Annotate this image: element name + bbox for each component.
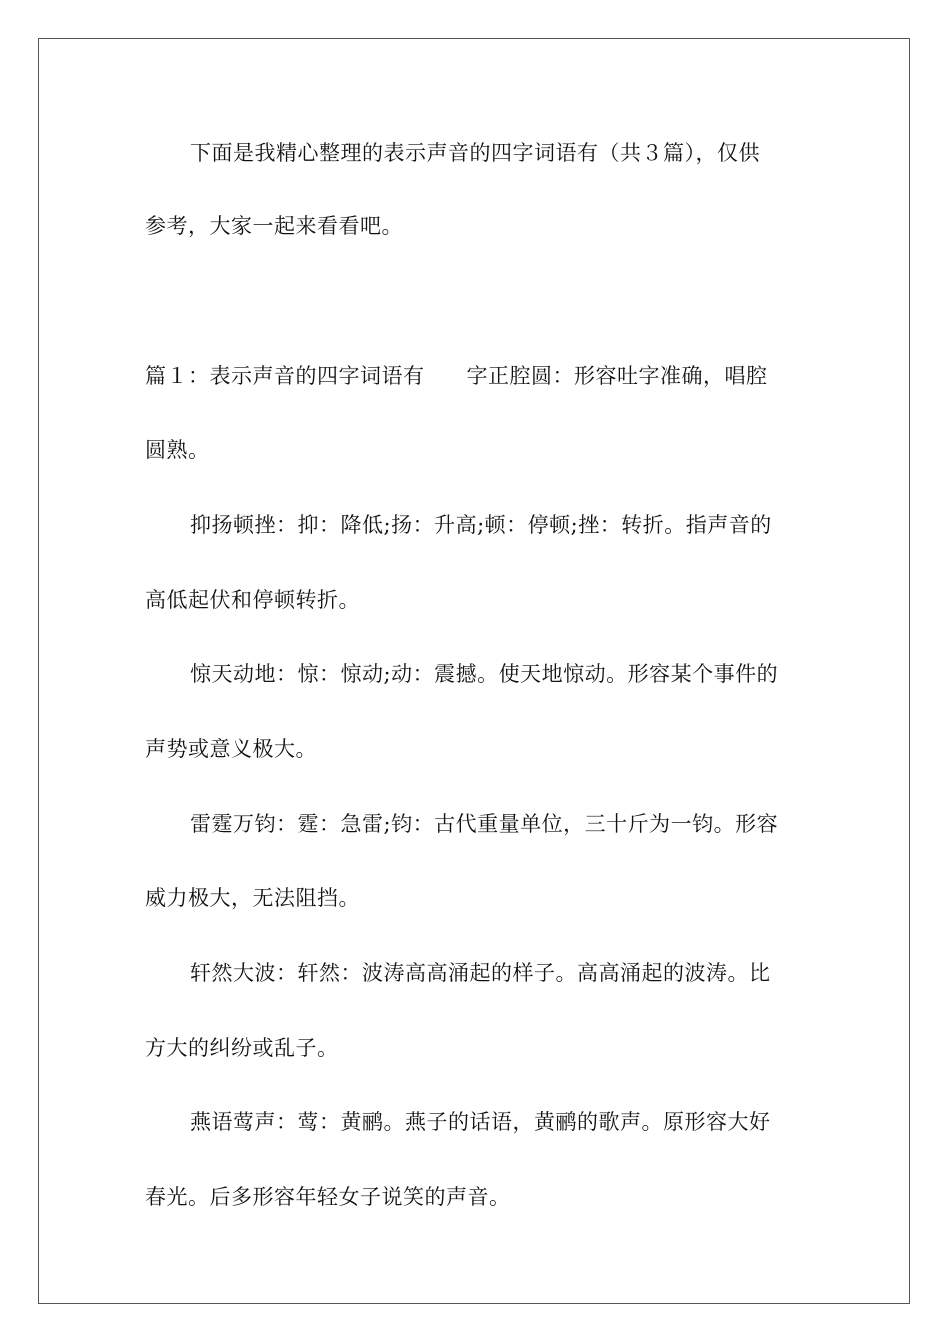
entry-4-line-1: 轩然大波：轩然：波涛高高涌起的样子。高高涌起的波涛。比 bbox=[190, 961, 771, 985]
section-heading bbox=[145, 362, 805, 390]
intro-line-2: 参考，大家一起来看看吧。 bbox=[145, 214, 403, 238]
entry-1-line-1: 抑扬顿挫：抑：降低;扬：升高;顿：停顿;挫：转折。指声音的 bbox=[190, 513, 772, 537]
section-first-entry-cont: 圆熟。 bbox=[145, 438, 210, 462]
intro-line-1: 下面是我精心整理的表示声音的四字词语有（共３篇），仅供 bbox=[190, 141, 760, 165]
section-title: 篇１：表示声音的四字词语有 bbox=[145, 364, 425, 388]
entry-3-line-2: 威力极大，无法阻挡。 bbox=[145, 886, 360, 910]
entry-3-line-1: 雷霆万钧：霆：急雷;钧：古代重量单位，三十斤为一钧。形容 bbox=[190, 812, 779, 836]
section-first-entry: 字正腔圆：形容吐字准确，唱腔 bbox=[466, 364, 768, 388]
entry-2-line-2: 声势或意义极大。 bbox=[145, 737, 317, 761]
entry-4-line-2: 方大的纠纷或乱子。 bbox=[145, 1036, 339, 1060]
entry-5-line-1: 燕语莺声：莺：黄鹂。燕子的话语，黄鹂的歌声。原形容大好 bbox=[190, 1110, 771, 1134]
entry-2-line-1: 惊天动地：惊：惊动;动：震撼。使天地惊动。形容某个事件的 bbox=[190, 662, 779, 686]
entry-5-line-2: 春光。后多形容年轻女子说笑的声音。 bbox=[145, 1185, 511, 1209]
entry-1-line-2: 高低起伏和停顿转折。 bbox=[145, 588, 360, 612]
